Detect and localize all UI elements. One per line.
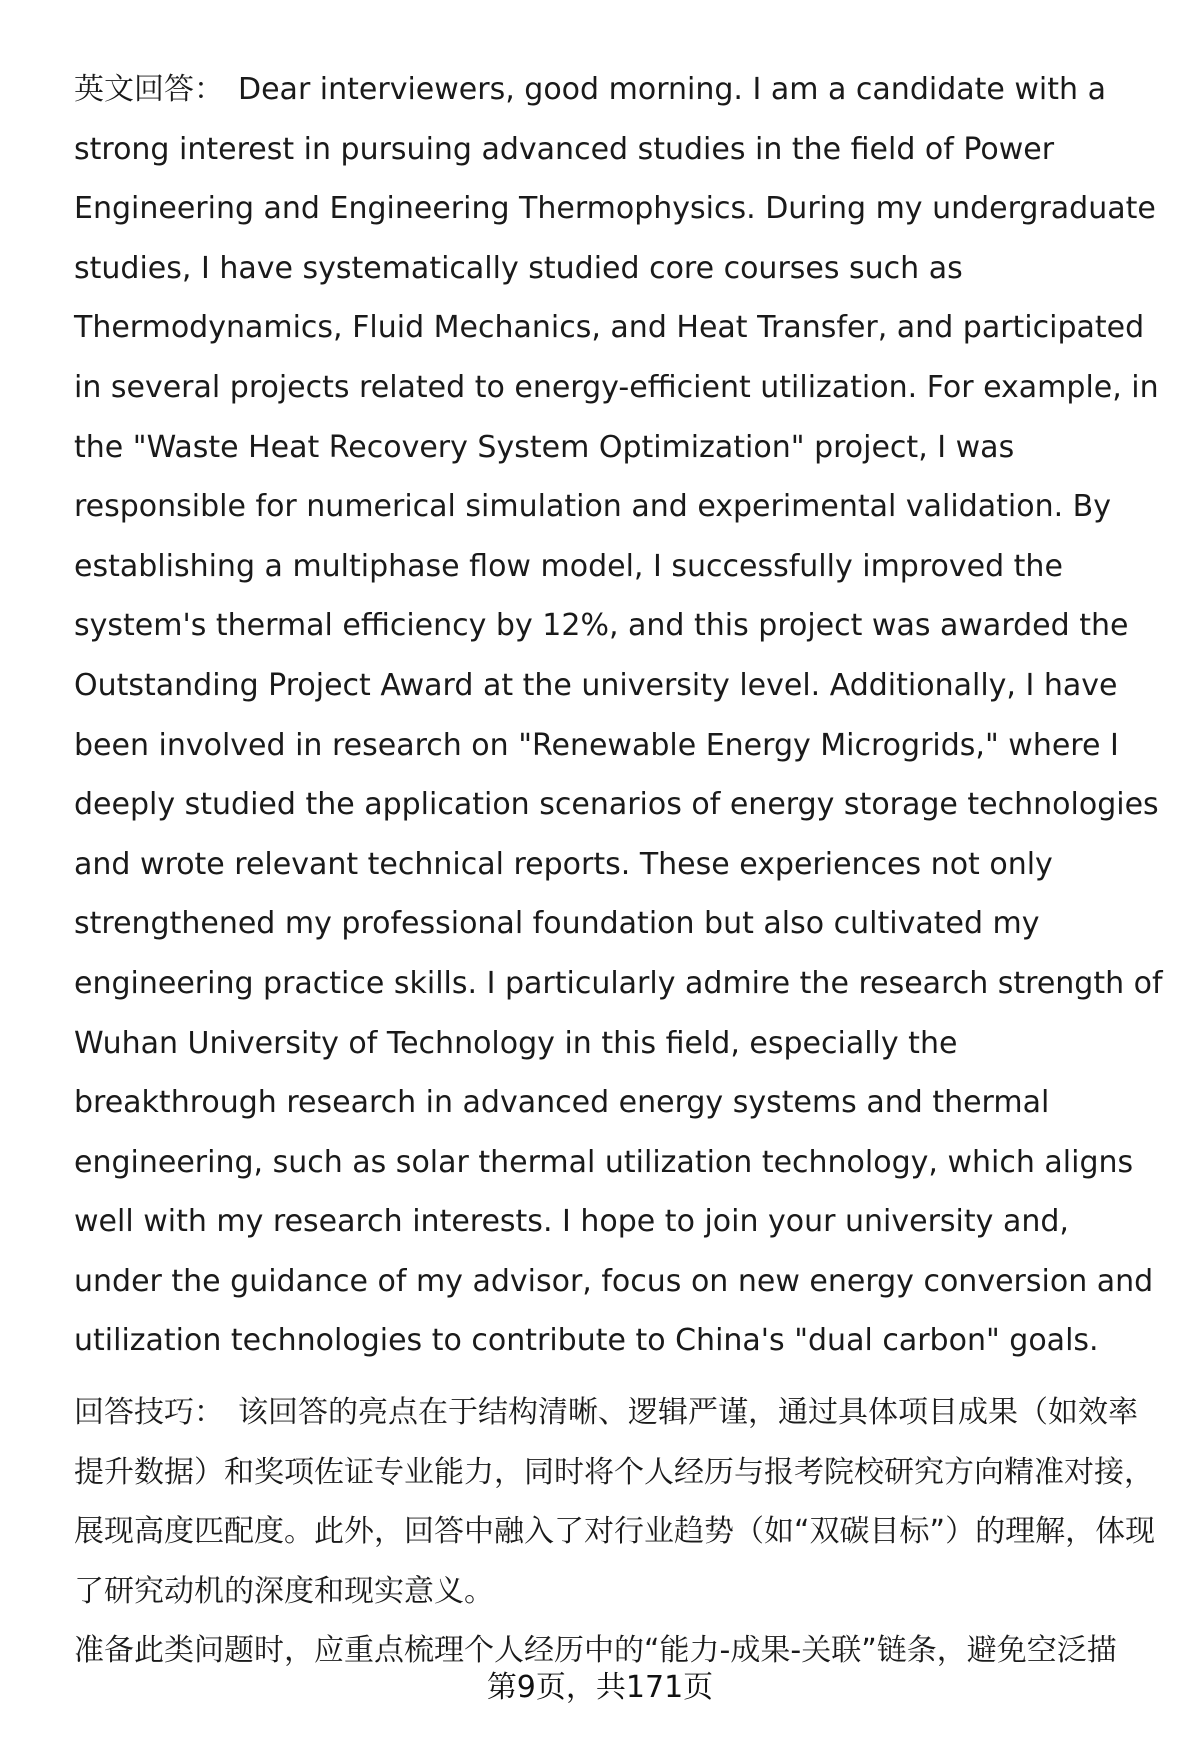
document-body [74, 60, 1164, 1681]
english-answer-paragraph [74, 60, 1164, 1371]
answer-tips-label: 回答技巧： [74, 1395, 224, 1431]
answer-tips-paragraph [74, 1383, 1164, 1621]
english-answer-label: 英文回答： [74, 72, 224, 107]
english-answer-text: Dear interviewers, good morning. I am a candidate with a strong interest in pursuing advanced studies in the field of Power Engineering and Engineering Thermophysics. During my undergraduate studies, I have systematically studied core courses such as Thermodynamics, Fluid Mechanics, and Heat Transfer, and participated in several projects related to energy-efficient utilization. For example, in the "Waste Heat Recovery System Optimization" project, I was responsible for numerical simulation and experimental validation. By establishing a multiphase flow model, I successfully improved the system's thermal efficiency by 12%, and this project was awarded the Outstanding Project Award at the university level. Additionally, I have been involved in research on "Renewable Energy Microgrids," where I deeply studied the application scenarios of energy storage technologies and wrote relevant technical reports. These experiences not only strengthened my professional foundation but also cultivated my engineering practice skills. I particularly admire the research strength of Wuhan University of Technology in this field, especially the breakthrough research in advanced energy systems and thermal engineering, such as solar thermal utilization technology, which aligns well with my research interests. I hope to join your university and, under the guidance of my advisor, focus on new energy conversion and utilization technologies to contribute to China's "dual carbon" goals. [74, 72, 1163, 1359]
page-indicator: 第9页，共171页 [486, 1670, 714, 1705]
answer-tips-text: 该回答的亮点在于结构清晰、逻辑严谨，通过具体项目成果（如效率提升数据）和奖项佐证专业能力，同时将个人经历与报考院校研究方向精准对接，展现高度匹配度。此外，回答中融入了对行业趋势（如“双碳目标”）的理解，体现了研究动机的深度和现实意义。 [74, 1395, 1156, 1609]
preparation-note-paragraph: 准备此类问题时，应重点梳理个人经历中的“能力-成果-关联”链条，避免空泛描 [74, 1633, 1117, 1669]
